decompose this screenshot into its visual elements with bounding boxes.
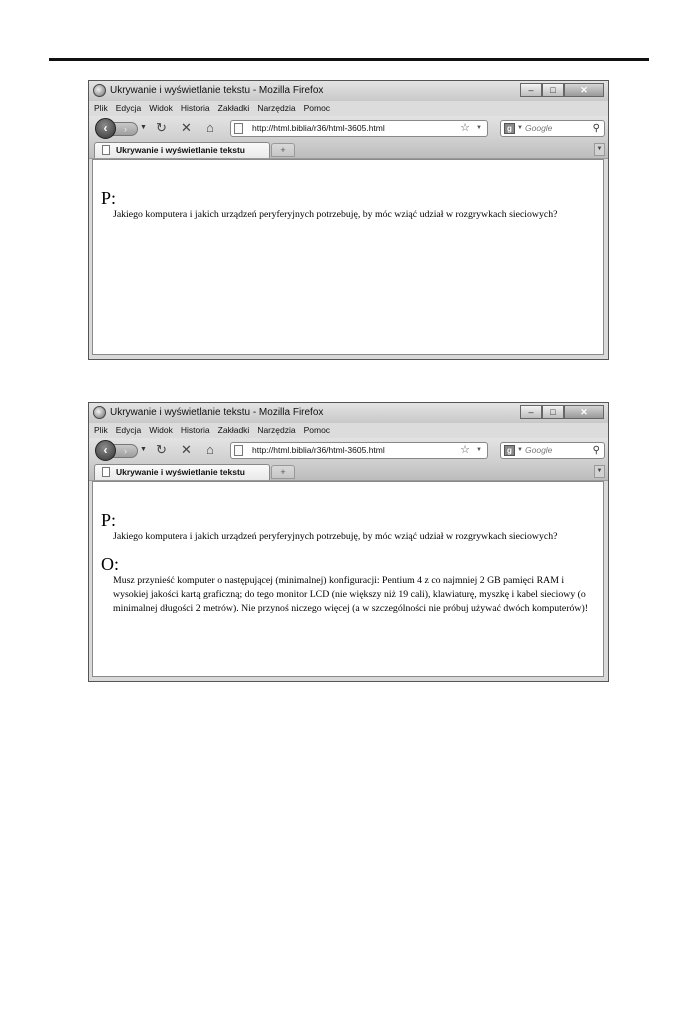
url-bar[interactable] (230, 442, 488, 459)
question-text: Jakiego komputera i jakich urządzeń peryferyjnych potrzebuję, by móc wziąć udział w rozgrywkach sieciowych? (113, 209, 558, 220)
search-bar[interactable] (500, 442, 605, 459)
reload-icon[interactable]: ↻ (156, 120, 167, 135)
window-controls (520, 83, 604, 97)
back-icon[interactable]: ‹ (95, 118, 116, 139)
tab-label: Ukrywanie i wyświetlanie tekstu (116, 145, 245, 155)
history-dropdown-icon[interactable]: ▼ (140, 446, 147, 453)
search-input[interactable]: Google (525, 123, 553, 133)
history-dropdown-icon[interactable]: ▼ (140, 124, 147, 131)
page-icon (234, 123, 243, 134)
maximize-icon[interactable]: □ (542, 83, 564, 97)
stop-icon[interactable]: ✕ (181, 120, 192, 135)
search-engine-icon[interactable]: g (504, 123, 515, 134)
answer-text: Musz przynieść komputer o następującej (minimalnej) konfiguracji: Pentium 4 z co najmniej 2 GB pamięci RAM i wysokiej jakości kartą graficzną; do tego monitor LCD (nie większy niż 19 cali), klawiaturę, myszkę i kabel sieciowy (o minimalnej długości 2 metrów). Nie przynoś niczego więcej (a w szczególności nie próbuj używać dwóch komputerów)! (113, 575, 589, 614)
forward-icon[interactable]: › (113, 122, 138, 136)
bookmark-star-icon[interactable]: ☆ (460, 122, 470, 134)
url-dropdown-icon[interactable]: ▼ (476, 447, 482, 453)
forward-icon[interactable]: › (113, 444, 138, 458)
reload-icon[interactable]: ↻ (156, 442, 167, 457)
window-controls (520, 405, 604, 419)
tab-active[interactable] (94, 142, 270, 158)
title-bar[interactable] (89, 81, 608, 101)
list-all-tabs-icon[interactable]: ▼ (594, 143, 605, 156)
new-tab-button[interactable]: + (271, 143, 295, 157)
search-icon[interactable]: ⚲ (592, 445, 600, 456)
menu-zakladki[interactable]: Zakładki (217, 425, 250, 435)
search-bar[interactable] (500, 120, 605, 137)
question-label[interactable]: P: (101, 510, 117, 530)
menu-edycja[interactable]: Edycja (115, 103, 142, 113)
engine-dropdown-icon[interactable]: ▼ (517, 125, 523, 131)
url-bar[interactable] (230, 120, 488, 137)
tab-active[interactable] (94, 464, 270, 480)
page-icon (234, 445, 243, 456)
minimize-icon[interactable]: – (520, 83, 542, 97)
list-all-tabs-icon[interactable]: ▼ (594, 465, 605, 478)
tab-page-icon (102, 145, 110, 155)
navigation-toolbar (89, 438, 608, 462)
question-text: Jakiego komputera i jakich urządzeń peryferyjnych potrzebuję, by móc wziąć udział w rozgrywkach sieciowych? (113, 531, 558, 542)
answer-label[interactable]: O: (101, 554, 119, 574)
stop-icon[interactable]: ✕ (181, 442, 192, 457)
home-icon[interactable]: ⌂ (206, 120, 214, 135)
firefox-icon (93, 84, 106, 97)
title-bar[interactable] (89, 403, 608, 423)
tab-label: Ukrywanie i wyświetlanie tekstu (116, 467, 245, 477)
search-input[interactable]: Google (525, 445, 553, 455)
browser-window-collapsed (88, 80, 609, 360)
page-header-rule (49, 58, 649, 61)
menu-plik[interactable]: Plik (94, 425, 108, 435)
navigation-toolbar (89, 116, 608, 140)
bookmark-star-icon[interactable]: ☆ (460, 444, 470, 456)
menu-bar (89, 101, 608, 116)
minimize-icon[interactable]: – (520, 405, 542, 419)
menu-plik[interactable]: Plik (94, 103, 108, 113)
engine-dropdown-icon[interactable]: ▼ (517, 447, 523, 453)
url-text[interactable]: http://html.biblia/r36/html-3605.html (252, 123, 385, 133)
tab-page-icon (102, 467, 110, 477)
maximize-icon[interactable]: □ (542, 405, 564, 419)
home-icon[interactable]: ⌂ (206, 442, 214, 457)
close-icon[interactable]: ✕ (564, 405, 604, 419)
menu-edycja[interactable]: Edycja (115, 425, 142, 435)
menu-pomoc[interactable]: Pomoc (303, 103, 331, 113)
menu-narzedzia[interactable]: Narzędzia (257, 425, 296, 435)
url-text[interactable]: http://html.biblia/r36/html-3605.html (252, 445, 385, 455)
search-engine-icon[interactable]: g (504, 445, 515, 456)
menu-historia[interactable]: Historia (180, 103, 210, 113)
menu-pomoc[interactable]: Pomoc (303, 425, 331, 435)
menu-zakladki[interactable]: Zakładki (217, 103, 250, 113)
menu-widok[interactable]: Widok (149, 425, 173, 435)
window-title: Ukrywanie i wyświetlanie tekstu - Mozilla Firefox (110, 407, 324, 418)
firefox-icon (93, 406, 106, 419)
window-title: Ukrywanie i wyświetlanie tekstu - Mozilla Firefox (110, 85, 324, 96)
page-content (92, 481, 604, 677)
new-tab-button[interactable]: + (271, 465, 295, 479)
tab-strip (89, 140, 608, 159)
page-content (92, 159, 604, 355)
menu-narzedzia[interactable]: Narzędzia (257, 103, 296, 113)
url-dropdown-icon[interactable]: ▼ (476, 125, 482, 131)
question-label[interactable]: P: (101, 188, 117, 208)
menu-widok[interactable]: Widok (149, 103, 173, 113)
search-icon[interactable]: ⚲ (592, 123, 600, 134)
menu-historia[interactable]: Historia (180, 425, 210, 435)
close-icon[interactable]: ✕ (564, 83, 604, 97)
browser-window-expanded (88, 402, 609, 682)
tab-strip (89, 462, 608, 481)
menu-bar (89, 423, 608, 438)
back-icon[interactable]: ‹ (95, 440, 116, 461)
